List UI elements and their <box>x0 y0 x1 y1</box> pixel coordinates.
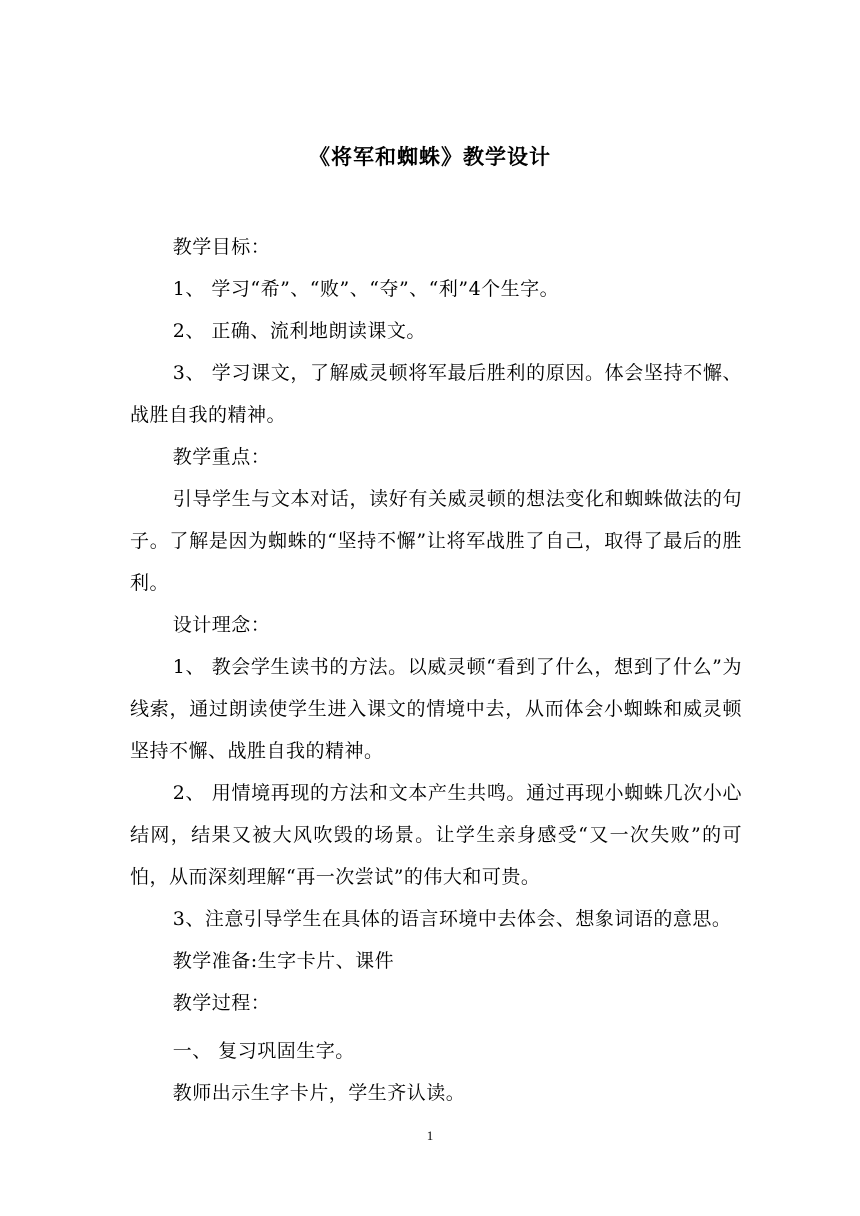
concept-item-1: 1、 教会学生读书的方法。以威灵顿“看到了什么，想到了什么”为线索，通过朗读使学生进入课文的情境中去，从而体会小蜘蛛和威灵顿坚持不懈、战胜自我的精神。 <box>130 656 742 762</box>
page-number: 1 <box>426 1128 434 1143</box>
objective-item-3: 3、 学习课文，了解威灵顿将军最后胜利的原因。体会坚持不懈、战胜自我的精神。 <box>130 362 742 426</box>
heading-key-points: 教学重点： <box>172 446 271 468</box>
concept-item-3: 3、注意引导学生在具体的语言环境中去体会、想象词语的意思。 <box>172 908 732 930</box>
document-body-lower <box>130 1030 742 1114</box>
concept-item-2: 2、 用情境再现的方法和文本产生共鸣。通过再现小蜘蛛几次小心结网，结果又被大风吹毁的场景。让学生亲身感受“又一次失败”的可怕，从而深刻理解“再一次尝试”的伟大和可贵。 <box>130 782 742 888</box>
document-body-upper <box>130 226 742 1024</box>
key-points-paragraph: 引导学生与文本对话，读好有关威灵顿的想法变化和蜘蛛做法的句子。了解是因为蜘蛛的“坚持不懈”让将军战胜了自己，取得了最后的胜利。 <box>130 488 742 594</box>
document-title: 《将军和蜘蛛》教学设计 <box>309 144 551 169</box>
objective-item-2: 2、 正确、流利地朗读课文。 <box>172 320 426 342</box>
process-step-1-heading: 一、 复习巩固生字。 <box>172 1040 355 1062</box>
process-step-1-text: 教师出示生字卡片，学生齐认读。 <box>172 1082 466 1104</box>
objective-item-1: 1、 学习“希”、“败”、“夺”、“利”4个生字。 <box>172 278 560 300</box>
heading-teaching-process: 教学过程： <box>172 992 271 1014</box>
heading-design-concept: 设计理念： <box>172 614 271 636</box>
teaching-preparation: 教学准备:生字卡片、课件 <box>172 950 395 972</box>
heading-objectives: 教学目标： <box>172 236 271 258</box>
